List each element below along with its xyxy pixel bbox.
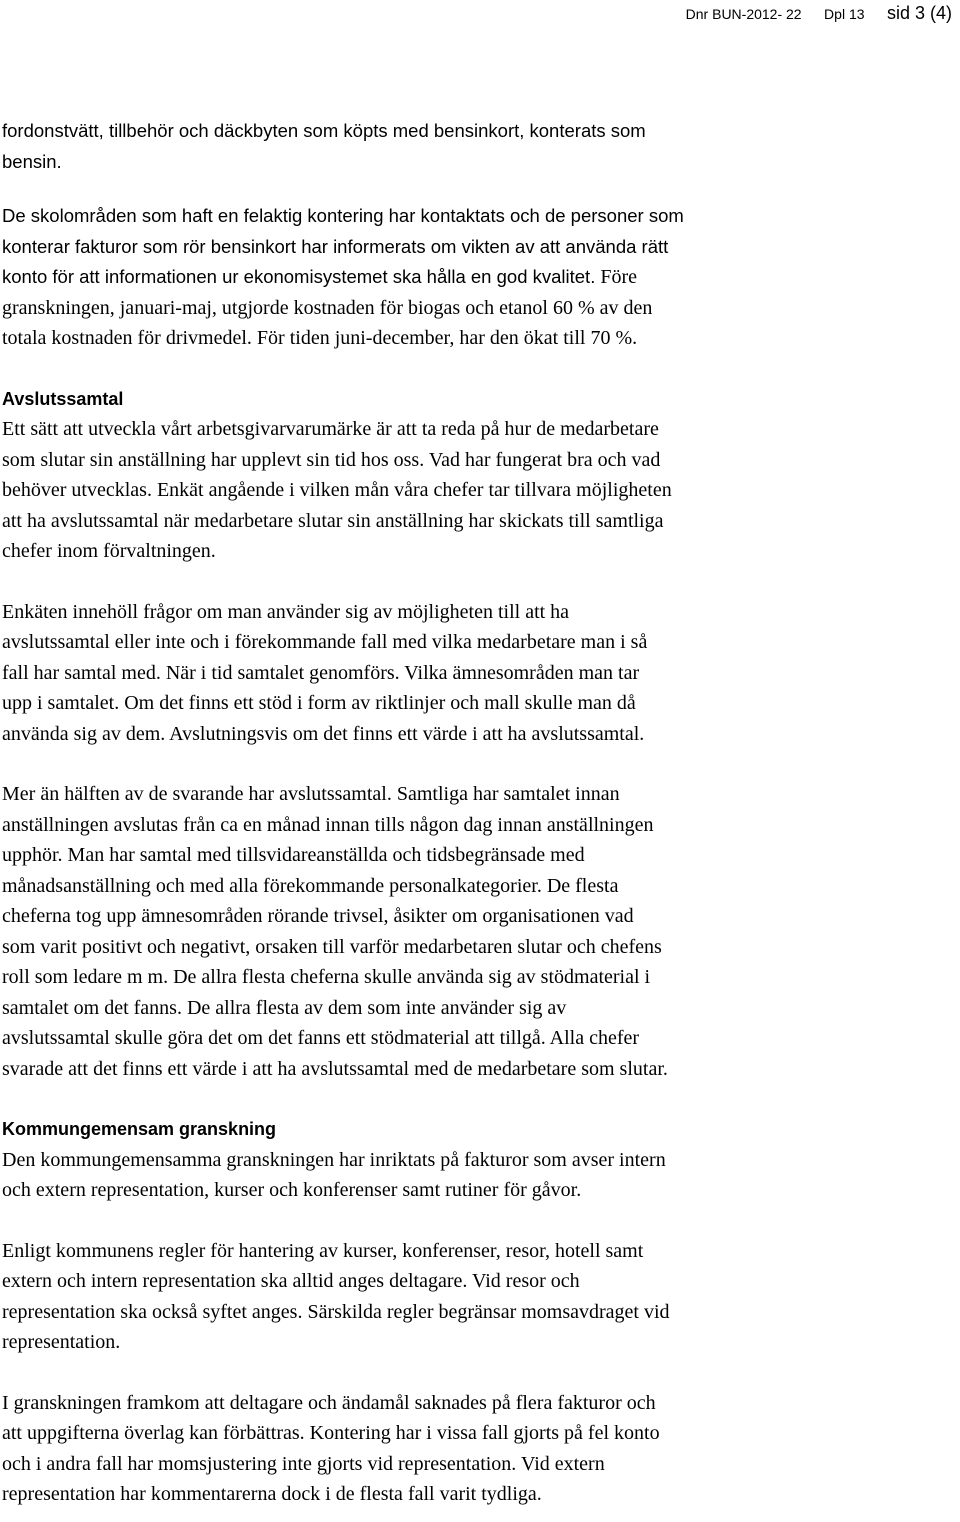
text-line: cheferna tog upp ämnesområden rörande trivsel, åsikter om organisationen vad <box>2 905 634 927</box>
text-line: De skolområden som haft en felaktig kontering har kontaktats och de personer som <box>2 205 684 226</box>
section-heading-avslutssamtal: Avslutssamtal <box>2 388 124 409</box>
text-line: representation. <box>2 1331 121 1353</box>
paragraph-kommun-rules <box>2 1236 952 1358</box>
page-number: sid 3 (4) <box>886 3 952 23</box>
page-header <box>686 3 952 24</box>
document-reference: Dnr BUN-2012- 22 <box>685 6 802 22</box>
text-line: upp i samtalet. Om det finns ett stöd i form av riktlinjer och mall skulle man då <box>2 692 636 714</box>
text-line: representation har kommentarerna dock i de flesta fall varit tydliga. <box>2 1483 542 1505</box>
text-line: extern och intern representation ska alltid anges deltagare. Vid resor och <box>2 1270 580 1292</box>
text-line: chefer inom förvaltningen. <box>2 540 216 562</box>
paragraph-avslut-results <box>2 779 952 1084</box>
text-line: Den kommungemensamma granskningen har inriktats på fakturor som avser intern <box>2 1148 666 1171</box>
text-line: roll som ledare m m. De allra flesta cheferna skulle använda sig av stödmaterial i <box>2 966 651 988</box>
paragraph-accounting <box>2 201 952 354</box>
text-line: representation ska också syftet anges. Särskilda regler begränsar momsavdraget vid <box>2 1300 670 1323</box>
text-line: svarade att det finns ett värde i att ha avslutssamtal med de medarbetare som slutar. <box>2 1057 668 1080</box>
document-body <box>2 116 952 1510</box>
text-line: fall har samtal med. När i tid samtalet genomförs. Vilka ämnesområden man tar <box>2 661 640 684</box>
text-segment: konto för att informationen ur ekonomisystemet ska hålla en god kvalitet. <box>2 266 596 287</box>
text-segment: Före <box>595 266 638 288</box>
text-line: anställningen avslutas från ca en månad innan tills någon dag innan anställningen <box>2 813 654 836</box>
text-line: bensin. <box>2 150 62 172</box>
text-line: månadsanställning och med alla förekommande personalkategorier. De flesta <box>2 874 619 897</box>
text-line: totala kostnaden för drivmedel. För tiden juni-december, har den ökat till 70 %. <box>2 327 638 349</box>
document-section-number: Dpl 13 <box>824 6 865 22</box>
text-line: som slutar sin anställning har upplevt sin tid hos oss. Vad har fungerat bra och vad <box>2 448 661 471</box>
paragraph-avslut-survey <box>2 597 952 750</box>
text-line: som varit positivt och negativt, orsaken till varför medarbetaren slutar och chefens <box>2 935 662 958</box>
text-line: behöver utvecklas. Enkät angående i vilken mån våra chefer tar tillvara möjligheten <box>2 479 672 501</box>
text-line: avslutssamtal eller inte och i förekommande fall med vilka medarbetare man i så <box>2 631 648 653</box>
text-line: konterar fakturor som rör bensinkort har informerats om vikten av att använda rätt <box>2 235 669 257</box>
text-line: fordonstvätt, tillbehör och däckbyten som köpts med bensinkort, konterats som <box>2 120 646 141</box>
paragraph-kommun-findings <box>2 1388 952 1510</box>
text-line: och extern representation, kurser och konferenser samt rutiner för gåvor. <box>2 1179 582 1201</box>
text-line: använda sig av dem. Avslutningsvis om det finns ett värde i att ha avslutssamtal. <box>2 722 645 745</box>
text-line: Enligt kommunens regler för hantering av kurser, konferenser, resor, hotell samt <box>2 1239 644 1262</box>
text-line: samtalet om det fanns. De allra flesta av dem som inte använder sig av <box>2 996 567 1019</box>
text-line: Ett sätt att utveckla vårt arbetsgivarvarumärke är att ta reda på hur de medarbetare <box>2 418 659 440</box>
paragraph-fuel-card <box>2 116 952 177</box>
text-line: I granskningen framkom att deltagare och ändamål saknades på flera fakturor och <box>2 1391 656 1414</box>
text-line: Enkäten innehöll frågor om man använder sig av möjligheten till att ha <box>2 600 570 623</box>
paragraph-kommun-intro <box>2 1145 952 1206</box>
text-line: att ha avslutssamtal när medarbetare slutar sin anställning har skickats till samtliga <box>2 509 664 532</box>
text-line: Mer än hälften av de svarande har avslutssamtal. Samtliga har samtalet innan <box>2 783 620 805</box>
text-line: upphör. Man har samtal med tillsvidareanställda och tidsbegränsade med <box>2 844 585 866</box>
section-heading-kommungemensam: Kommungemensam granskning <box>2 1119 277 1139</box>
text-line <box>2 262 952 293</box>
paragraph-avslut-intro <box>2 414 952 567</box>
text-line: granskningen, januari-maj, utgjorde kostnaden för biogas och etanol 60 % av den <box>2 296 653 319</box>
text-line: att uppgifterna överlag kan förbättras. Kontering har i vissa fall gjorts på fel konto <box>2 1422 660 1444</box>
text-line: avslutssamtal skulle göra det om det fanns ett stödmaterial att tillgå. Alla chefer <box>2 1027 640 1049</box>
text-line: och i andra fall har momsjustering inte gjorts vid representation. Vid extern <box>2 1452 605 1475</box>
